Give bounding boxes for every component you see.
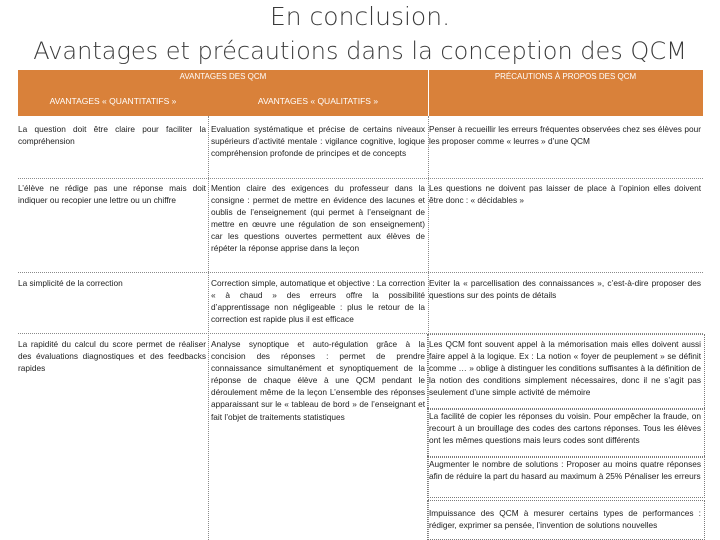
- page-subtitle: Avantages et précautions dans la conception des QCM: [33, 37, 687, 65]
- table-cell: Penser à recueillir les erreurs fréquentes observées chez ses élèves pour les proposer comme « leurres » d’une QCM: [429, 124, 701, 147]
- table-cell: La simplicité de la correction: [18, 278, 123, 288]
- table-cell: La question doit être claire pour faciliter la compréhension: [18, 124, 206, 147]
- header-precautions: PRÉCAUTIONS À PROPOS DES QCM: [428, 70, 703, 88]
- header-quantitative: AVANTAGES « QUANTITATIFS »: [18, 88, 208, 116]
- table-cell: Correction simple, automatique et objective : La correction « à chaud » des erreurs offre la possibilité d’apprentissage non négligeable : plus le retour de la correction est rapide plus il est efficace: [211, 278, 425, 325]
- header-precautions-fill: [428, 88, 703, 116]
- grid-line: [208, 116, 209, 540]
- table-cell: Analyse synoptique et auto-régulation grâce à la concision des réponses : permet de prendre connaissance simultanément et synoptiquement de la réponse de chaque élève à une QCM pendant le déroulement même de la leçon L’ensemble des réponses apparaissant sur le « tableau de bord » de l’enseignant et fait l’objet de traitements statistiques: [211, 339, 425, 422]
- table-cell: Mention claire des exigences du professeur dans la consigne : permet de mettre en évidence des lacunes et oublis de l’enseignement (qui permet à l’enseignant de mettre en œuvre une régulation de son enseignement) car les questions ouvertes permettent aux élèves de répéter la réponse apprise dans la leçon: [211, 183, 425, 254]
- table-cell: La facilité de copier les réponses du voisin. Pour empêcher la fraude, on recourt à un brouillage des codes des cartons réponses. Tous les élèves ont les mêmes questions mais leurs codes sont différents: [429, 411, 701, 446]
- table-cell: Augmenter le nombre de solutions : Proposer au moins quatre réponses afin de réduire la part du hasard au maximum à 25% Pénaliser les erreurs: [429, 459, 701, 482]
- table-cell: Eviter la « parcellisation des connaissances », c’est-à-dire proposer des questions sur des points de détails: [429, 278, 701, 301]
- table-cell: La rapidité du calcul du score permet de réaliser des évaluations diagnostiques et des feedbacks rapides: [18, 339, 206, 374]
- header-separator: [428, 70, 429, 116]
- table-cell: Impuissance des QCM à mesurer certains types de performances : rédiger, exprimer sa pensée, l’invention de solutions nouvelles: [429, 508, 701, 531]
- table-cell: Evaluation systématique et précise de certains niveaux supérieurs d’activité mentale : vigilance cognitive, logique compréhension profonde de principes et de concepts: [211, 124, 425, 159]
- page-title: En conclusion.: [269, 2, 451, 31]
- grid-line: [18, 272, 703, 273]
- grid-line: [18, 178, 703, 179]
- header-advantages: AVANTAGES DES QCM: [18, 70, 428, 88]
- header-qualitative: AVANTAGES « QUALITATIFS »: [208, 88, 428, 116]
- table-cell: Les questions ne doivent pas laisser de place à l’opinion elles doivent être donc : « décidables »: [429, 183, 701, 206]
- table-cell: Les QCM font souvent appel à la mémorisation mais elles doivent aussi faire appel à la logique. Ex : La notion « foyer de peuplement » se définit comme … » oblige à distinguer les conditions suffisantes à la définition de la notion des conditions simplement nécessaires, donc il ne s’agit pas seulement d’une simple activité de mémoire: [429, 339, 701, 398]
- table-cell: L’élève ne rédige pas une réponse mais doit indiquer ou recopier une lettre ou un chiffre: [18, 183, 206, 206]
